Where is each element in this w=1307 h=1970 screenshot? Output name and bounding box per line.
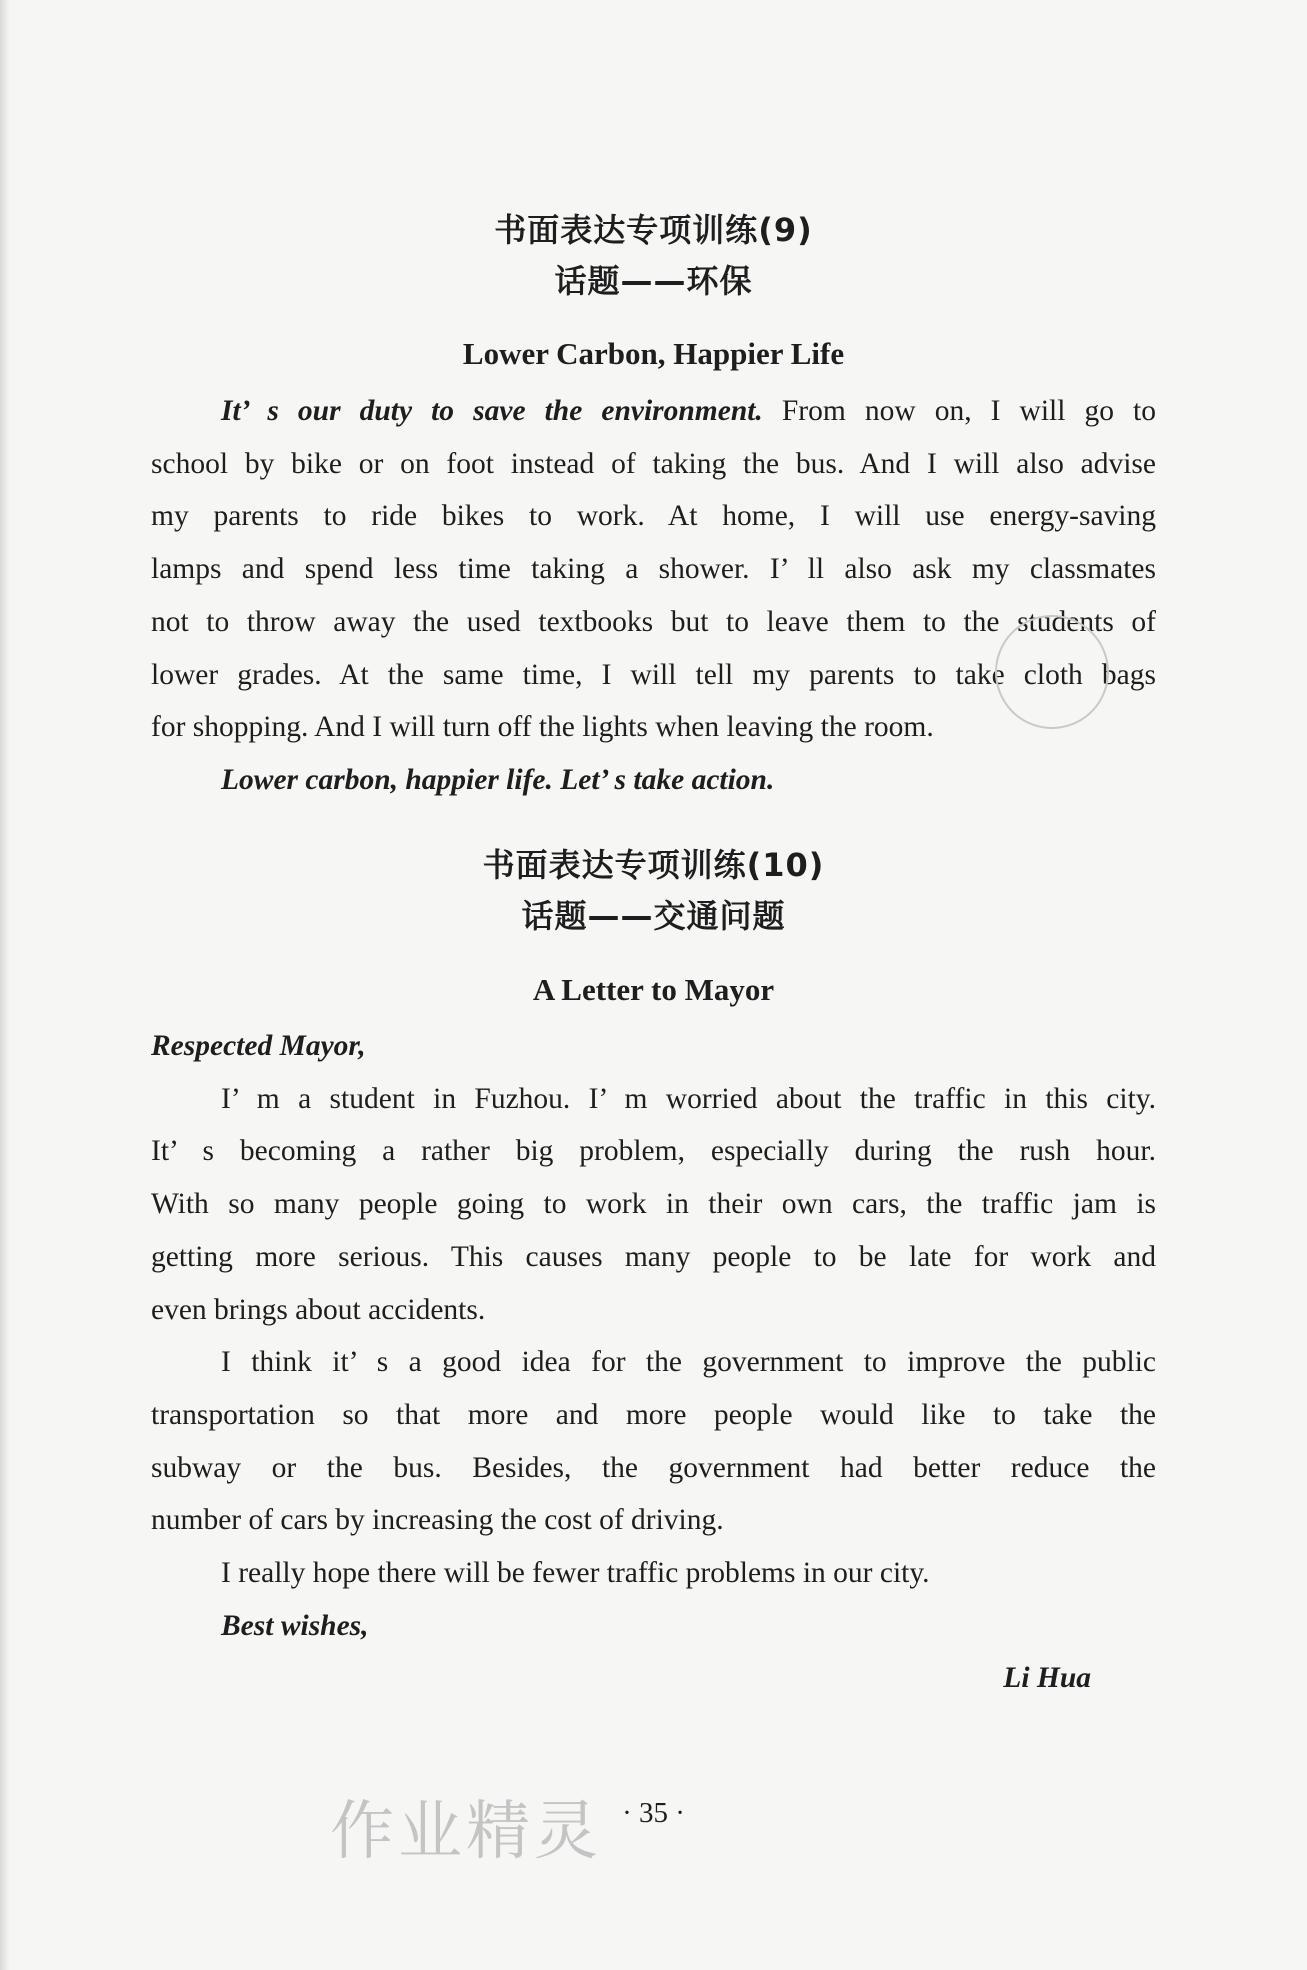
letter-line: With so many people going to work in their own cars, the traffic jam is <box>151 1188 1156 1221</box>
letter-signature: Li Hua <box>1003 1662 1091 1695</box>
essay-line: my parents to ride bikes to work. At home, I will use energy-saving <box>151 500 1156 533</box>
page-number: · 35 · <box>622 1797 685 1829</box>
section9-heading: 书面表达专项训练(9) <box>494 211 813 249</box>
section10-topic: 话题——交通问题 <box>521 897 786 935</box>
letter-body <box>151 1020 1156 1705</box>
letter-line: I really hope there will be fewer traffic problems in our city. <box>221 1557 930 1590</box>
section10-essay-title: A Letter to Mayor <box>532 972 775 1007</box>
section9-topic: 话题——环保 <box>554 262 753 300</box>
letter-salutation: Respected Mayor, <box>151 1030 366 1062</box>
section9-essay-title: Lower Carbon, Happier Life <box>462 336 845 371</box>
letter-line: getting more serious. This causes many people to be late for work and <box>151 1240 1156 1273</box>
essay-line-text: From now on, I will go to <box>762 395 1156 427</box>
letter-line: I think it’ s a good idea for the government to improve the public <box>221 1346 1156 1379</box>
essay-closing: Lower carbon, happier life. Let’ s take action. <box>221 763 775 796</box>
essay-line: school by bike or on foot instead of taking the bus. And I will also advise <box>151 447 1156 480</box>
essay-lead-sentence: It’ s our duty to save the environment. <box>221 395 763 427</box>
section10-heading: 书面表达专项训练(10) <box>482 846 825 884</box>
watermark-text: 作业精灵 <box>330 1795 602 1869</box>
essay-line <box>151 385 1156 438</box>
essay-line: lamps and spend less time taking a shower. I’ ll also ask my classmates <box>151 553 1156 586</box>
letter-sign-off: Best wishes, <box>221 1609 369 1642</box>
essay-line: not to throw away the used textbooks but to leave them to the students of <box>151 605 1156 638</box>
section9-essay-body <box>151 385 1156 807</box>
letter-line: number of cars by increasing the cost of driving. <box>151 1504 724 1537</box>
letter-line: subway or the bus. Besides, the government had better reduce the <box>151 1451 1156 1484</box>
letter-line: It’ s becoming a rather big problem, especially during the rush hour. <box>151 1135 1156 1168</box>
essay-line: lower grades. At the same time, I will tell my parents to take cloth bags <box>151 658 1156 691</box>
letter-line: even brings about accidents. <box>151 1293 486 1326</box>
letter-line: transportation so that more and more people would like to take the <box>151 1398 1156 1431</box>
letter-line: I’ m a student in Fuzhou. I’ m worried about the traffic in this city. <box>221 1082 1156 1115</box>
essay-line: for shopping. And I will turn off the lights when leaving the room. <box>151 711 934 744</box>
